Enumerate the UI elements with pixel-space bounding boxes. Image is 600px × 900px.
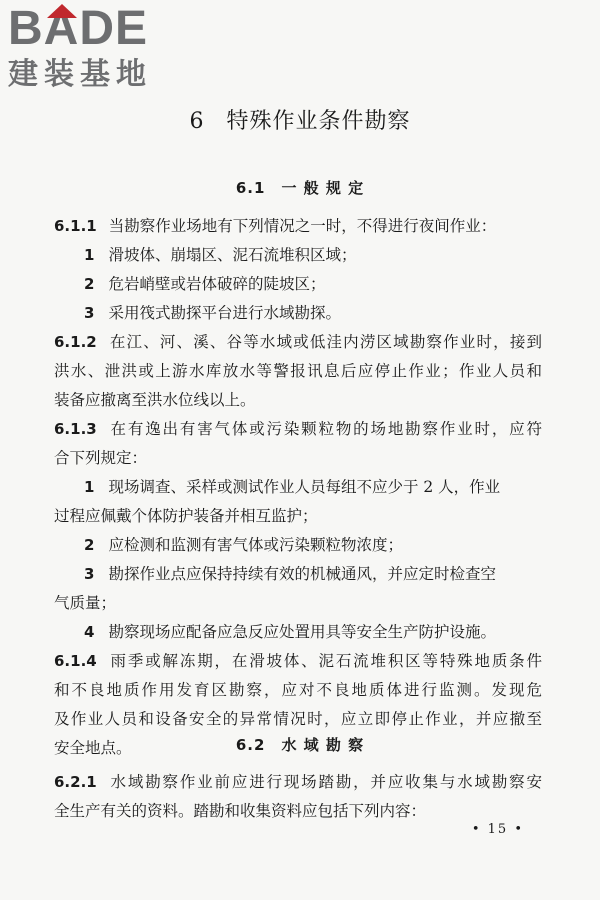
section-title-text: 一 般 规 定 (281, 179, 365, 197)
clause-number: 6.2.1 (54, 773, 97, 791)
clause-line: 洪水、泄洪或上游水库放水等警报讯息后应停止作业；作业人员和 (54, 362, 542, 380)
clause-block-6-2 (54, 768, 542, 826)
logo-subtitle: 建装基地 (8, 57, 152, 92)
list-item-continued: 过程应佩戴个体防护装备并相互监护； (54, 507, 318, 525)
clause-line: 安全地点。 (54, 739, 132, 757)
list-item: 2 危岩峭壁或岩体破碎的陡坡区； (84, 275, 326, 293)
brand-logo (8, 4, 178, 92)
logo-wordmark: B ADE (8, 2, 149, 55)
clause-number: 6.1.2 (54, 333, 97, 351)
chapter-title (0, 104, 600, 135)
clause-number: 6.1.4 (54, 652, 97, 670)
list-item: 4 勘察现场应配备应急反应处置用具等安全生产防护设施。 (84, 623, 496, 641)
list-item-continued: 气质量； (54, 594, 117, 612)
clause-6-1-3: 6.1.3 在有逸出有害气体或污染颗粒物的场地勘察作业时，应符 (54, 420, 542, 438)
section-heading-6-2 (0, 734, 600, 755)
clause-number: 6.1.1 (54, 217, 97, 235)
section-number: 6.1 (235, 179, 266, 197)
chapter-title-text: 特殊作业条件勘察 (226, 109, 411, 134)
chapter-number: 6 (189, 109, 205, 134)
clause-6-1-4: 6.1.4 雨季或解冻期，在滑坡体、泥石流堆积区等特殊地质条件 (54, 652, 542, 670)
section-heading-6-1 (0, 177, 600, 198)
clause-6-1-2: 6.1.2 在江、河、溪、谷等水域或低洼内涝区域勘察作业时，接到 (54, 333, 542, 351)
list-item: 2 应检测和监测有害气体或污染颗粒物浓度； (84, 536, 403, 554)
list-item: 1 现场调查、采样或测试作业人员每组不应少于 2 人，作业 (84, 478, 501, 496)
list-item: 3 采用筏式勘探平台进行水域勘探。 (84, 304, 341, 322)
clause-block-6-1 (54, 212, 542, 763)
list-item: 1 滑坡体、崩塌区、泥石流堆积区域； (84, 246, 357, 264)
clause-line: 合下列规定： (54, 449, 148, 467)
clause-6-1-1 (54, 212, 542, 241)
clause-line: 及作业人员和设备安全的异常情况时，应立即停止作业，并应撤至 (54, 710, 542, 728)
list-item: 3 勘探作业点应保持持续有效的机械通风，并应定时检查空 (84, 565, 496, 583)
clause-line: 全生产有关的资料。踏勘和收集资料应包括下列内容： (54, 802, 427, 820)
logo-roof-icon (47, 4, 77, 18)
clause-line: 和不良地质作用发育区勘察，应对不良地质体进行监测。发现危 (54, 681, 542, 699)
clause-number: 6.1.3 (54, 420, 97, 438)
page-number: • 15 • (471, 822, 524, 837)
section-title-text: 水 域 勘 察 (281, 736, 365, 754)
clause-text: 当勘察作业场地有下列情况之一时，不得进行夜间作业： (108, 217, 497, 235)
clause-line: 装备应撤离至洪水位线以上。 (54, 391, 256, 409)
clause-6-2-1: 6.2.1 水域勘察作业前应进行现场踏勘，并应收集与水域勘察安 (54, 773, 542, 791)
section-number: 6.2 (235, 736, 266, 754)
